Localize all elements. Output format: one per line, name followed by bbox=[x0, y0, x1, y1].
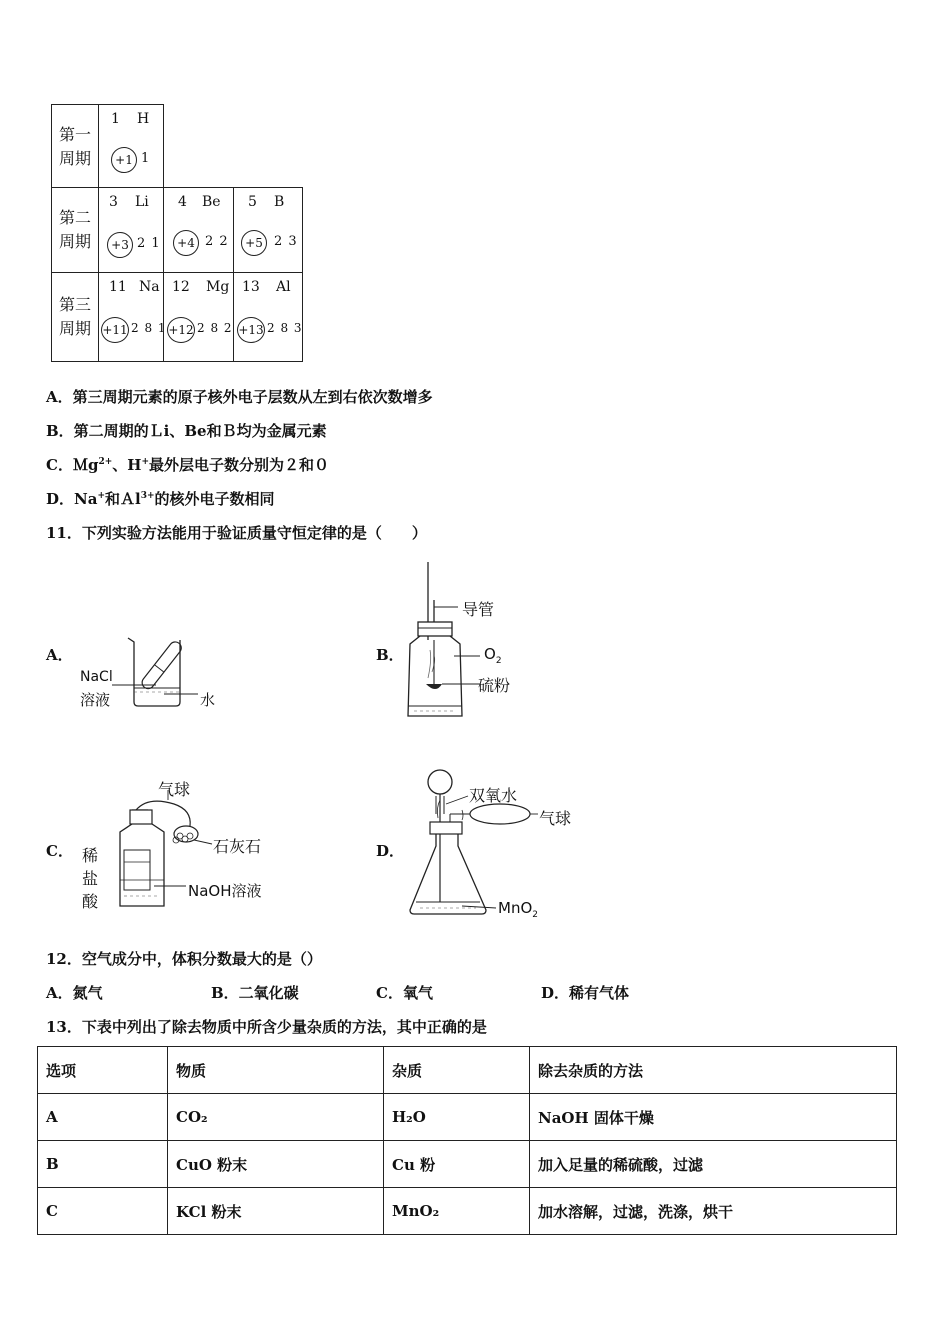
table-row bbox=[38, 1094, 897, 1141]
period-label-cell bbox=[51, 272, 99, 362]
period-label: 第二周期 bbox=[58, 208, 91, 251]
q11-label-b: B． bbox=[376, 646, 404, 664]
limestone-label: 石灰石 bbox=[213, 837, 262, 856]
nucleus-circle: +11 bbox=[101, 317, 129, 343]
electron-shells: 2 8 2 bbox=[197, 321, 233, 335]
element-cell-mg bbox=[163, 272, 234, 362]
element-number: 13 bbox=[242, 279, 260, 295]
q13-stem: 13．下表中列出了除去物质中所含少量杂质的方法，其中正确的是 bbox=[46, 1018, 487, 1036]
table-cell: NaOH 固体干燥 bbox=[530, 1094, 897, 1141]
q12-option-b: B．二氧化碳 bbox=[211, 984, 299, 1002]
water-label: 水 bbox=[200, 691, 216, 709]
element-cell-h bbox=[98, 104, 164, 188]
table-header-cell: 选项 bbox=[38, 1047, 168, 1094]
element-cell-na bbox=[98, 272, 167, 362]
acid-label-3: 酸 bbox=[82, 892, 99, 911]
table-cell: C bbox=[38, 1188, 168, 1235]
solution-label: 溶液 bbox=[80, 691, 111, 709]
table-header-cell: 杂质 bbox=[384, 1047, 530, 1094]
q12-option-d: D．稀有气体 bbox=[541, 984, 630, 1002]
acid-label-1: 稀 bbox=[82, 846, 99, 865]
element-symbol: B bbox=[274, 194, 285, 210]
period-label-cell bbox=[51, 104, 99, 188]
acid-label-2: 盐 bbox=[82, 869, 99, 888]
table-cell: 加入足量的稀硫酸，过滤 bbox=[530, 1141, 897, 1188]
tube-label: 导管 bbox=[462, 600, 495, 619]
q12-stem: 12．空气成分中，体积分数最大的是（） bbox=[46, 950, 322, 968]
electron-shells: 2 1 bbox=[137, 236, 161, 251]
nucleus-circle: +13 bbox=[237, 317, 265, 343]
element-symbol: Be bbox=[202, 194, 221, 210]
table-cell: A bbox=[38, 1094, 168, 1141]
electron-shells: 2 8 1 bbox=[131, 321, 167, 335]
nucleus-circle: +1 bbox=[111, 147, 137, 173]
element-number: 12 bbox=[172, 279, 190, 295]
table-cell: MnO₂ bbox=[384, 1188, 530, 1235]
element-symbol: Na bbox=[139, 279, 160, 295]
balloon-label: 气球 bbox=[158, 780, 191, 799]
electron-shells: 2 8 3 bbox=[267, 321, 303, 335]
nucleus-circle: +4 bbox=[173, 230, 199, 256]
gas-jar-diagram bbox=[400, 560, 500, 725]
element-symbol: Li bbox=[135, 194, 149, 210]
q10-option-d: D．Na+和Ａl$^{3+}$的核外电子数相同 bbox=[46, 490, 275, 508]
table-row bbox=[38, 1141, 897, 1188]
element-cell-li bbox=[98, 187, 164, 273]
h2o2-label: 双氧水 bbox=[469, 786, 518, 805]
periodic-table bbox=[51, 104, 303, 362]
element-symbol: Al bbox=[276, 279, 291, 295]
element-symbol: H bbox=[137, 111, 150, 127]
mno2-label: MnO$_2$ bbox=[498, 899, 538, 920]
o2-label: $O_2$ bbox=[484, 645, 502, 666]
element-number: 5 bbox=[248, 194, 257, 210]
table-header-row bbox=[38, 1047, 897, 1094]
table-cell: Cu 粉 bbox=[384, 1141, 530, 1188]
period-label: 第三周期 bbox=[58, 295, 91, 338]
nucleus-circle: +12 bbox=[167, 317, 195, 343]
q11-label-a: A． bbox=[46, 646, 73, 664]
table-cell: 加水溶解，过滤，洗涤，烘干 bbox=[530, 1188, 897, 1235]
electron-shells: 2 3 bbox=[274, 234, 298, 249]
q13-table bbox=[37, 1046, 897, 1235]
table-header-cell: 物质 bbox=[168, 1047, 384, 1094]
nucleus-circle: +3 bbox=[107, 232, 133, 258]
table-row bbox=[38, 1188, 897, 1235]
nacl-label: NaCl bbox=[80, 669, 113, 685]
balloon-label: 气球 bbox=[539, 809, 572, 828]
q10-option-c: C．Ｍg$^{2+}$、H+最外层电子数分别为２和０ bbox=[46, 456, 329, 474]
table-cell: CuO 粉末 bbox=[168, 1141, 384, 1188]
table-cell: CO₂ bbox=[168, 1094, 384, 1141]
element-cell-al bbox=[233, 272, 303, 362]
element-number: 11 bbox=[109, 279, 127, 295]
table-cell: KCl 粉末 bbox=[168, 1188, 384, 1235]
table-cell: B bbox=[38, 1141, 168, 1188]
table-header-cell: 除去杂质的方法 bbox=[530, 1047, 897, 1094]
nucleus-circle: +5 bbox=[241, 230, 267, 256]
element-cell-be bbox=[163, 187, 234, 273]
naoh-label: NaOH溶液 bbox=[188, 882, 262, 900]
period-label: 第一周期 bbox=[58, 125, 91, 168]
sulfur-label: 硫粉 bbox=[478, 676, 511, 695]
q12-option-a: A．氮气 bbox=[46, 984, 103, 1002]
q11-label-d: D． bbox=[376, 842, 405, 860]
element-number: 3 bbox=[109, 194, 118, 210]
q10-option-b: B．第二周期的Ｌi、Be和Ｂ均为金属元素 bbox=[46, 422, 327, 440]
element-symbol: Mg bbox=[206, 279, 230, 295]
electron-shells: 1 bbox=[141, 151, 151, 166]
element-number: 4 bbox=[178, 194, 187, 210]
period-label-cell bbox=[51, 187, 99, 273]
table-cell: H₂O bbox=[384, 1094, 530, 1141]
element-number: 1 bbox=[111, 111, 120, 127]
element-cell-b bbox=[233, 187, 303, 273]
q11-label-c: C． bbox=[46, 842, 73, 860]
q10-option-a: A．第三周期元素的原子核外电子层数从左到右依次数增多 bbox=[46, 388, 433, 406]
q12-option-c: C．氧气 bbox=[376, 984, 433, 1002]
q11-stem: 11．下列实验方法能用于验证质量守恒定律的是（ ） bbox=[46, 524, 427, 542]
electron-shells: 2 2 bbox=[205, 234, 229, 249]
